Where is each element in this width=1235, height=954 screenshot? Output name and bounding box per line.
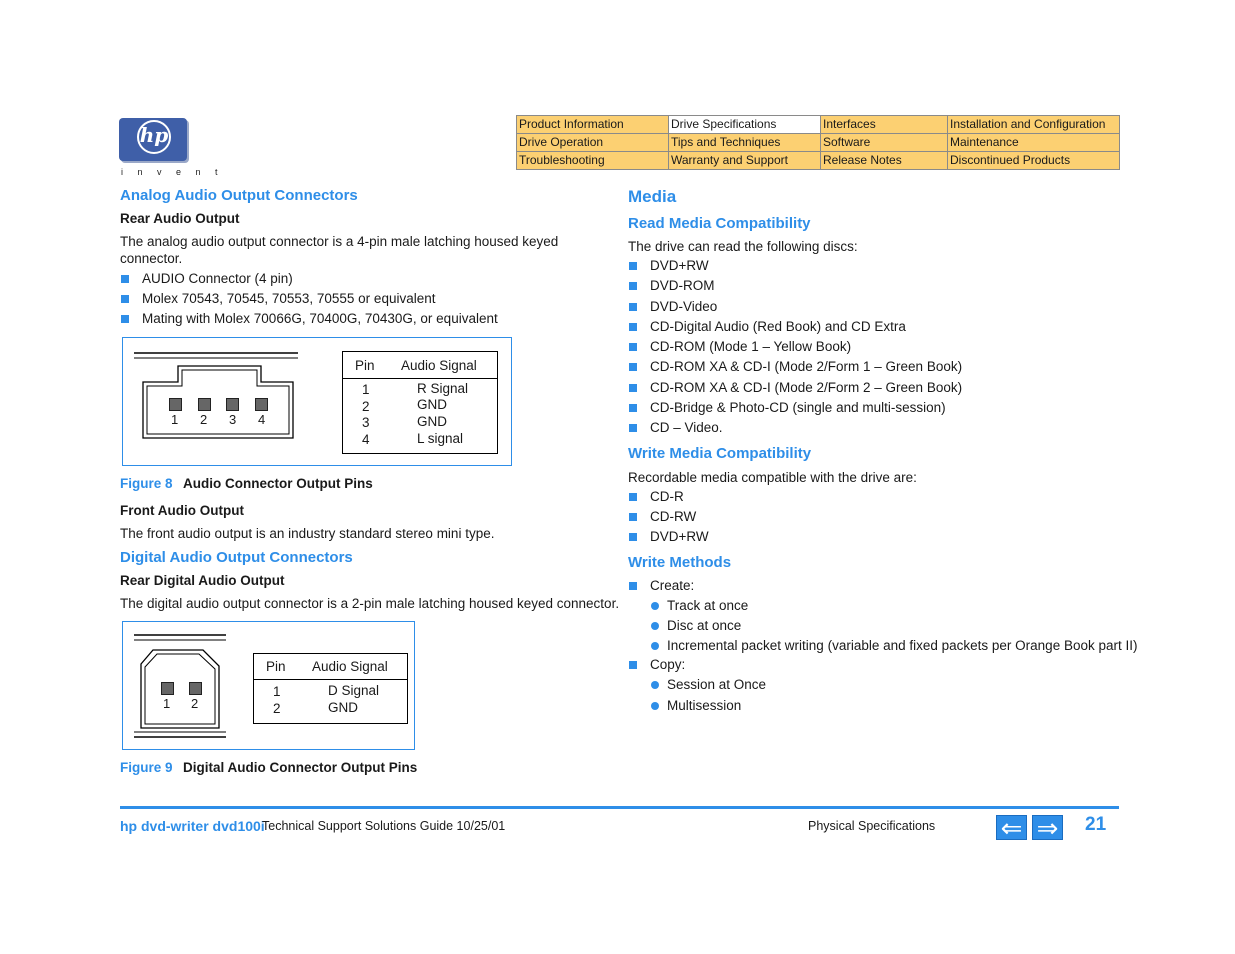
col-signal-header: Audio Signal bbox=[401, 358, 477, 373]
bullet-dot-icon bbox=[651, 602, 659, 610]
bullet-square-icon bbox=[629, 513, 637, 521]
nav-drive-operation[interactable]: Drive Operation bbox=[517, 134, 669, 152]
pin-number: 3 bbox=[229, 412, 237, 427]
media-heading: Media bbox=[628, 187, 677, 206]
bullet-square-icon bbox=[629, 533, 637, 541]
bullet-square-icon bbox=[629, 343, 637, 351]
logo-brand: hp bbox=[139, 123, 169, 147]
header-divider bbox=[343, 378, 497, 379]
figure-8-caption bbox=[120, 475, 373, 493]
write-item: DVD+RW bbox=[650, 529, 709, 544]
nav-interfaces[interactable]: Interfaces bbox=[821, 116, 948, 134]
bullet-square-icon bbox=[121, 275, 129, 283]
create-item: Track at once bbox=[667, 598, 749, 613]
rear-audio-text: The analog audio output connector is a 4-pin male latching housed keyed connector. bbox=[120, 234, 559, 266]
pin-cell: 1 bbox=[273, 684, 281, 699]
digital-text: The digital audio output connector is a 2-pin male latching housed keyed connector. bbox=[120, 596, 620, 611]
create-label: Create: bbox=[650, 578, 695, 593]
footer-section: Physical Specifications bbox=[808, 819, 936, 833]
pin-cell: 1 bbox=[362, 382, 370, 397]
col-signal-header: Audio Signal bbox=[312, 659, 388, 674]
write-heading: Write Media Compatibility bbox=[628, 445, 812, 462]
bullet-square-icon bbox=[629, 424, 637, 432]
read-item: CD-ROM XA & CD-I (Mode 2/Form 2 – Green Book) bbox=[650, 380, 963, 395]
pin-number: 2 bbox=[191, 696, 199, 711]
bullet-dot-icon bbox=[651, 681, 659, 689]
pin-square-icon bbox=[161, 682, 174, 695]
pin-cell: 2 bbox=[362, 399, 370, 414]
bullet-square-icon bbox=[121, 295, 129, 303]
pin-square-icon bbox=[198, 398, 211, 411]
footer-guide: Technical Support Solutions Guide 10/25/01 bbox=[262, 819, 506, 833]
pin-cell: 4 bbox=[362, 432, 370, 447]
bullet-square-icon bbox=[629, 282, 637, 290]
signal-cell: R Signal bbox=[417, 381, 469, 396]
footer-product: hp dvd-writer dvd100i bbox=[120, 818, 265, 834]
front-audio-heading: Front Audio Output bbox=[120, 503, 244, 518]
read-item: CD-ROM (Mode 1 – Yellow Book) bbox=[650, 339, 852, 354]
figure-label: Figure 9 bbox=[120, 760, 173, 775]
nav-discontinued-products[interactable]: Discontinued Products bbox=[948, 152, 1120, 170]
pin-number: 1 bbox=[171, 412, 179, 427]
pin-square-icon bbox=[226, 398, 239, 411]
page-number: 21 bbox=[1085, 814, 1107, 835]
audio-connector-diagram bbox=[123, 338, 323, 465]
pin-cell: 2 bbox=[273, 701, 281, 716]
bullet-square-icon bbox=[629, 323, 637, 331]
bullet-square-icon bbox=[629, 303, 637, 311]
figure-9-box bbox=[122, 621, 415, 750]
copy-item: Multisession bbox=[667, 698, 742, 713]
analog-bullet: Molex 70543, 70545, 70553, 70555 or equivalent bbox=[142, 291, 436, 306]
bullet-dot-icon bbox=[651, 642, 659, 650]
read-heading: Read Media Compatibility bbox=[628, 215, 811, 232]
signal-cell: L signal bbox=[417, 431, 464, 446]
create-item: Disc at once bbox=[667, 618, 742, 633]
bullet-square-icon bbox=[629, 493, 637, 501]
write-item: CD-R bbox=[650, 489, 684, 504]
read-item: DVD+RW bbox=[650, 258, 709, 273]
pin-number: 1 bbox=[163, 696, 171, 711]
analog-bullet: AUDIO Connector (4 pin) bbox=[142, 271, 293, 286]
signal-cell: GND bbox=[328, 700, 358, 715]
nav-release-notes[interactable]: Release Notes bbox=[821, 152, 948, 170]
read-item: CD-Bridge & Photo-CD (single and multi-session) bbox=[650, 400, 946, 415]
figure-caption: Audio Connector Output Pins bbox=[182, 476, 373, 491]
nav-troubleshooting[interactable]: Troubleshooting bbox=[517, 152, 669, 170]
bullet-square-icon bbox=[629, 582, 637, 590]
hp-logo bbox=[119, 118, 187, 161]
figure-label: Figure 8 bbox=[120, 476, 173, 491]
digital-connector-diagram bbox=[123, 622, 243, 749]
previous-page-button[interactable] bbox=[996, 813, 1027, 843]
bullet-square-icon bbox=[629, 363, 637, 371]
pin-table bbox=[342, 351, 498, 454]
digital-heading: Digital Audio Output Connectors bbox=[120, 549, 353, 566]
nav-installation-configuration[interactable]: Installation and Configuration bbox=[948, 116, 1120, 134]
pin-square-icon bbox=[189, 682, 202, 695]
bullet-square-icon bbox=[629, 404, 637, 412]
figure-9-caption bbox=[120, 759, 417, 777]
arrow-right-icon: ⇒ bbox=[1036, 813, 1059, 843]
copy-item: Session at Once bbox=[667, 677, 767, 692]
signal-cell: GND bbox=[417, 414, 447, 429]
methods-heading: Write Methods bbox=[628, 554, 732, 571]
nav-software[interactable]: Software bbox=[821, 134, 948, 152]
bullet-dot-icon bbox=[651, 622, 659, 630]
copy-label: Copy: bbox=[650, 657, 686, 672]
nav-maintenance[interactable]: Maintenance bbox=[948, 134, 1120, 152]
read-item: DVD-ROM bbox=[650, 278, 715, 293]
write-intro: Recordable media compatible with the drive are: bbox=[628, 470, 917, 485]
analog-bullet: Mating with Molex 70066G, 70400G, 70430G, or equivalent bbox=[142, 311, 498, 326]
nav-table bbox=[516, 115, 1120, 170]
pin-number: 4 bbox=[258, 412, 266, 427]
bullet-square-icon bbox=[629, 384, 637, 392]
read-item: DVD-Video bbox=[650, 299, 718, 314]
bullet-square-icon bbox=[121, 315, 129, 323]
nav-warranty-support[interactable]: Warranty and Support bbox=[669, 152, 821, 170]
arrow-left-icon: ⇐ bbox=[1000, 813, 1023, 843]
pin-number: 2 bbox=[200, 412, 208, 427]
figure-8-box bbox=[122, 337, 512, 466]
nav-tips-techniques[interactable]: Tips and Techniques bbox=[669, 134, 821, 152]
figure-caption: Digital Audio Connector Output Pins bbox=[182, 760, 418, 775]
signal-cell: GND bbox=[417, 397, 447, 412]
pin-table bbox=[253, 653, 408, 724]
pin-square-icon bbox=[255, 398, 268, 411]
read-intro: The drive can read the following discs: bbox=[628, 239, 858, 254]
bullet-square-icon bbox=[629, 262, 637, 270]
rear-digital-heading: Rear Digital Audio Output bbox=[120, 573, 285, 588]
footer-rule bbox=[120, 806, 1119, 809]
next-page-button[interactable] bbox=[1032, 813, 1063, 843]
read-item: CD – Video. bbox=[650, 420, 723, 435]
rear-audio-heading: Rear Audio Output bbox=[120, 211, 240, 226]
logo-tagline: i n v e n t bbox=[121, 167, 224, 177]
front-audio-text: The front audio output is an industry standard stereo mini type. bbox=[120, 526, 495, 541]
bullet-square-icon bbox=[629, 661, 637, 669]
write-item: CD-RW bbox=[650, 509, 697, 524]
bullet-dot-icon bbox=[651, 702, 659, 710]
pin-cell: 3 bbox=[362, 415, 370, 430]
pin-square-icon bbox=[169, 398, 182, 411]
read-item: CD-Digital Audio (Red Book) and CD Extra bbox=[650, 319, 906, 334]
read-item: CD-ROM XA & CD-I (Mode 2/Form 1 – Green Book) bbox=[650, 359, 963, 374]
col-pin-header: Pin bbox=[355, 358, 375, 373]
nav-product-information[interactable]: Product Information bbox=[517, 116, 669, 134]
signal-cell: D Signal bbox=[328, 683, 380, 698]
create-item: Incremental packet writing (variable and fixed packets per Orange Book part II) bbox=[667, 638, 1138, 653]
col-pin-header: Pin bbox=[266, 659, 286, 674]
analog-heading: Analog Audio Output Connectors bbox=[120, 187, 358, 204]
header-divider bbox=[254, 679, 407, 680]
nav-drive-specifications[interactable]: Drive Specifications bbox=[669, 116, 821, 134]
